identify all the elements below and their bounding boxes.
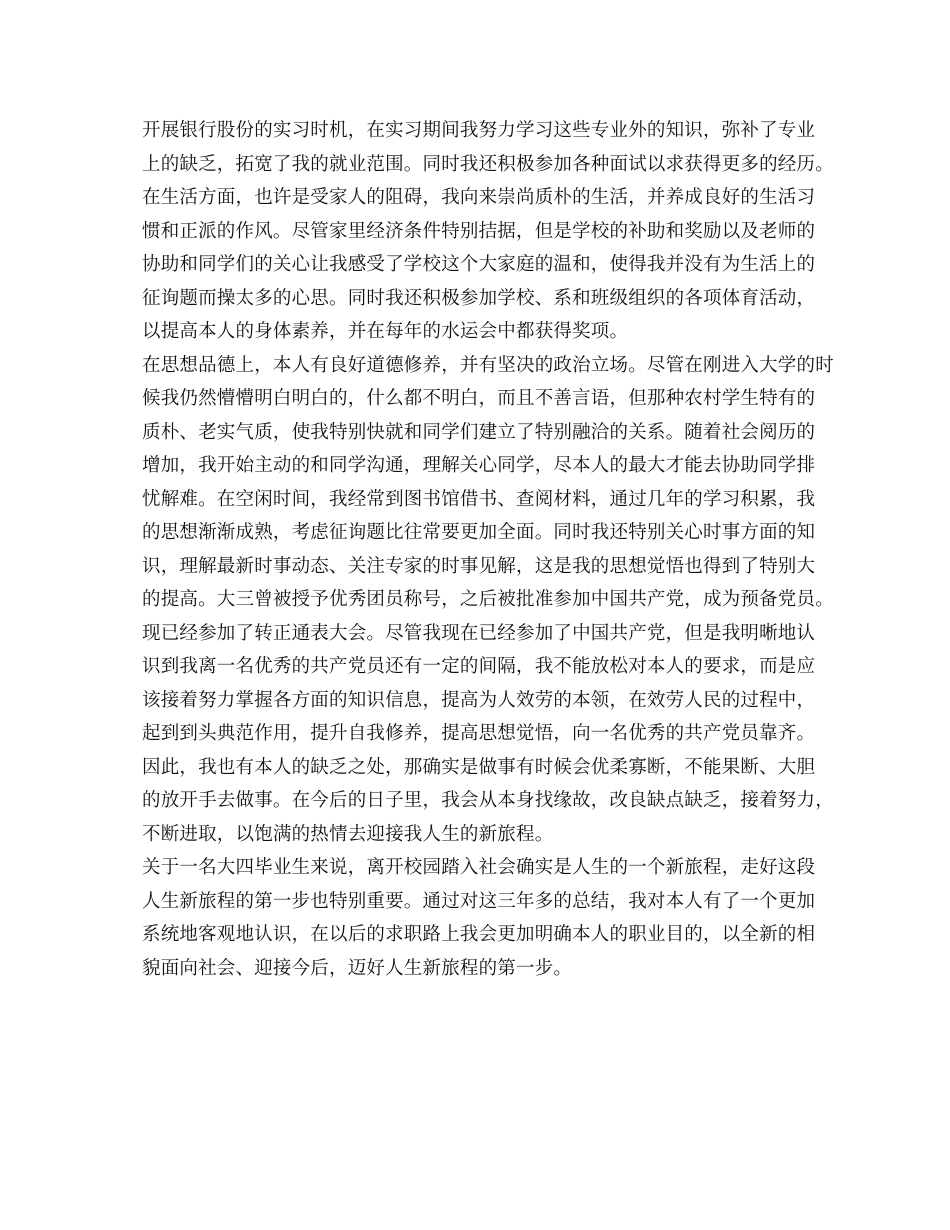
text-line: 以提高本人的身体素养，并在每年的水运会中都获得奖项。 bbox=[142, 321, 629, 342]
text-line: 因此，我也有本人的缺乏之处，那确实是做事有时候会优柔寡断，不能果断、大胆 bbox=[142, 756, 816, 778]
text-line: 该接着努力掌握各方面的知识信息，提高为人效劳的本领，在效劳人民的过程中， bbox=[142, 689, 816, 711]
text-line: 协助和同学们的关心让我感受了学校这个大家庭的温和，使得我并没有为生活上的 bbox=[142, 254, 816, 275]
text-line: 征询题而操太多的心思。同时我还积极参加学校、系和班级组织的各项体育活动， bbox=[142, 287, 816, 309]
text-line: 惯和正派的作风。尽管家里经济条件特别拮据，但是学校的补助和奖励以及老师的 bbox=[142, 220, 816, 242]
text-line: 识到我离一名优秀的共产党员还有一定的间隔，我不能放松对本人的要求，而是应 bbox=[142, 656, 816, 677]
text-line: 的放开手去做事。在今后的日子里，我会从本身找缘故，改良缺点缺乏，接着努力， bbox=[142, 790, 834, 811]
text-line: 系统地客观地认识，在以后的求职路上我会更加明确本人的职业目的，以全新的相 bbox=[142, 924, 816, 945]
document-body bbox=[142, 114, 842, 985]
text-line: 现已经参加了转正通表大会。尽管我现在已经参加了中国共产党，但是我明晰地认 bbox=[142, 622, 816, 644]
text-line: 在生活方面，也许是受家人的阻碍，我向来崇尚质朴的生活，并养成良好的生活习 bbox=[142, 187, 816, 208]
text-line: 识，理解最新时事动态、关注专家的时事见解，这是我的思想觉悟也得到了特别大 bbox=[142, 555, 816, 577]
text-line: 的提高。大三曾被授予优秀团员称号，之后被批准参加中国共产党，成为预备党员。 bbox=[142, 589, 834, 610]
text-line: 忧解难。在空闲时间，我经常到图书馆借书、查阅材料，通过几年的学习积累，我 bbox=[142, 488, 816, 510]
text-line: 质朴、老实气质，使我特别快就和同学们建立了特别融洽的关系。随着社会阅历的 bbox=[142, 421, 816, 443]
text-line: 的思想渐渐成熟，考虑征询题比往常要更加全面。同时我还特别关心时事方面的知 bbox=[142, 522, 816, 543]
text-line: 起到到头典范作用，提升自我修养，提高思想觉悟，向一名优秀的共产党员靠齐。 bbox=[142, 723, 816, 744]
text-line: 上的缺乏，拓宽了我的就业范围。同时我还积极参加各种面试以求获得更多的经历。 bbox=[142, 153, 834, 175]
text-line: 貌面向社会、迎接今后，迈好人生新旅程的第一步。 bbox=[142, 957, 573, 979]
text-line: 关于一名大四毕业生来说，离开校园踏入社会确实是人生的一个新旅程，走好这段 bbox=[142, 857, 816, 878]
text-line: 不断进取，以饱满的热情去迎接我人生的新旅程。 bbox=[142, 823, 554, 845]
text-line: 人生新旅程的第一步也特别重要。通过对这三年多的总结，我对本人有了一个更加 bbox=[142, 890, 816, 912]
text-line: 在思想品德上，本人有良好道德修养，并有坚决的政治立场。尽管在刚进入大学的时 bbox=[142, 354, 834, 376]
text-line: 开展银行股份的实习时机，在实习期间我努力学习这些专业外的知识，弥补了专业 bbox=[142, 120, 816, 141]
text-line: 增加，我开始主动的和同学沟通，理解关心同学，尽本人的最大才能去协助同学排 bbox=[142, 455, 816, 476]
text-line: 候我仍然懵懵明白明白的，什么都不明白，而且不善言语，但那种农村学生特有的 bbox=[142, 388, 816, 409]
